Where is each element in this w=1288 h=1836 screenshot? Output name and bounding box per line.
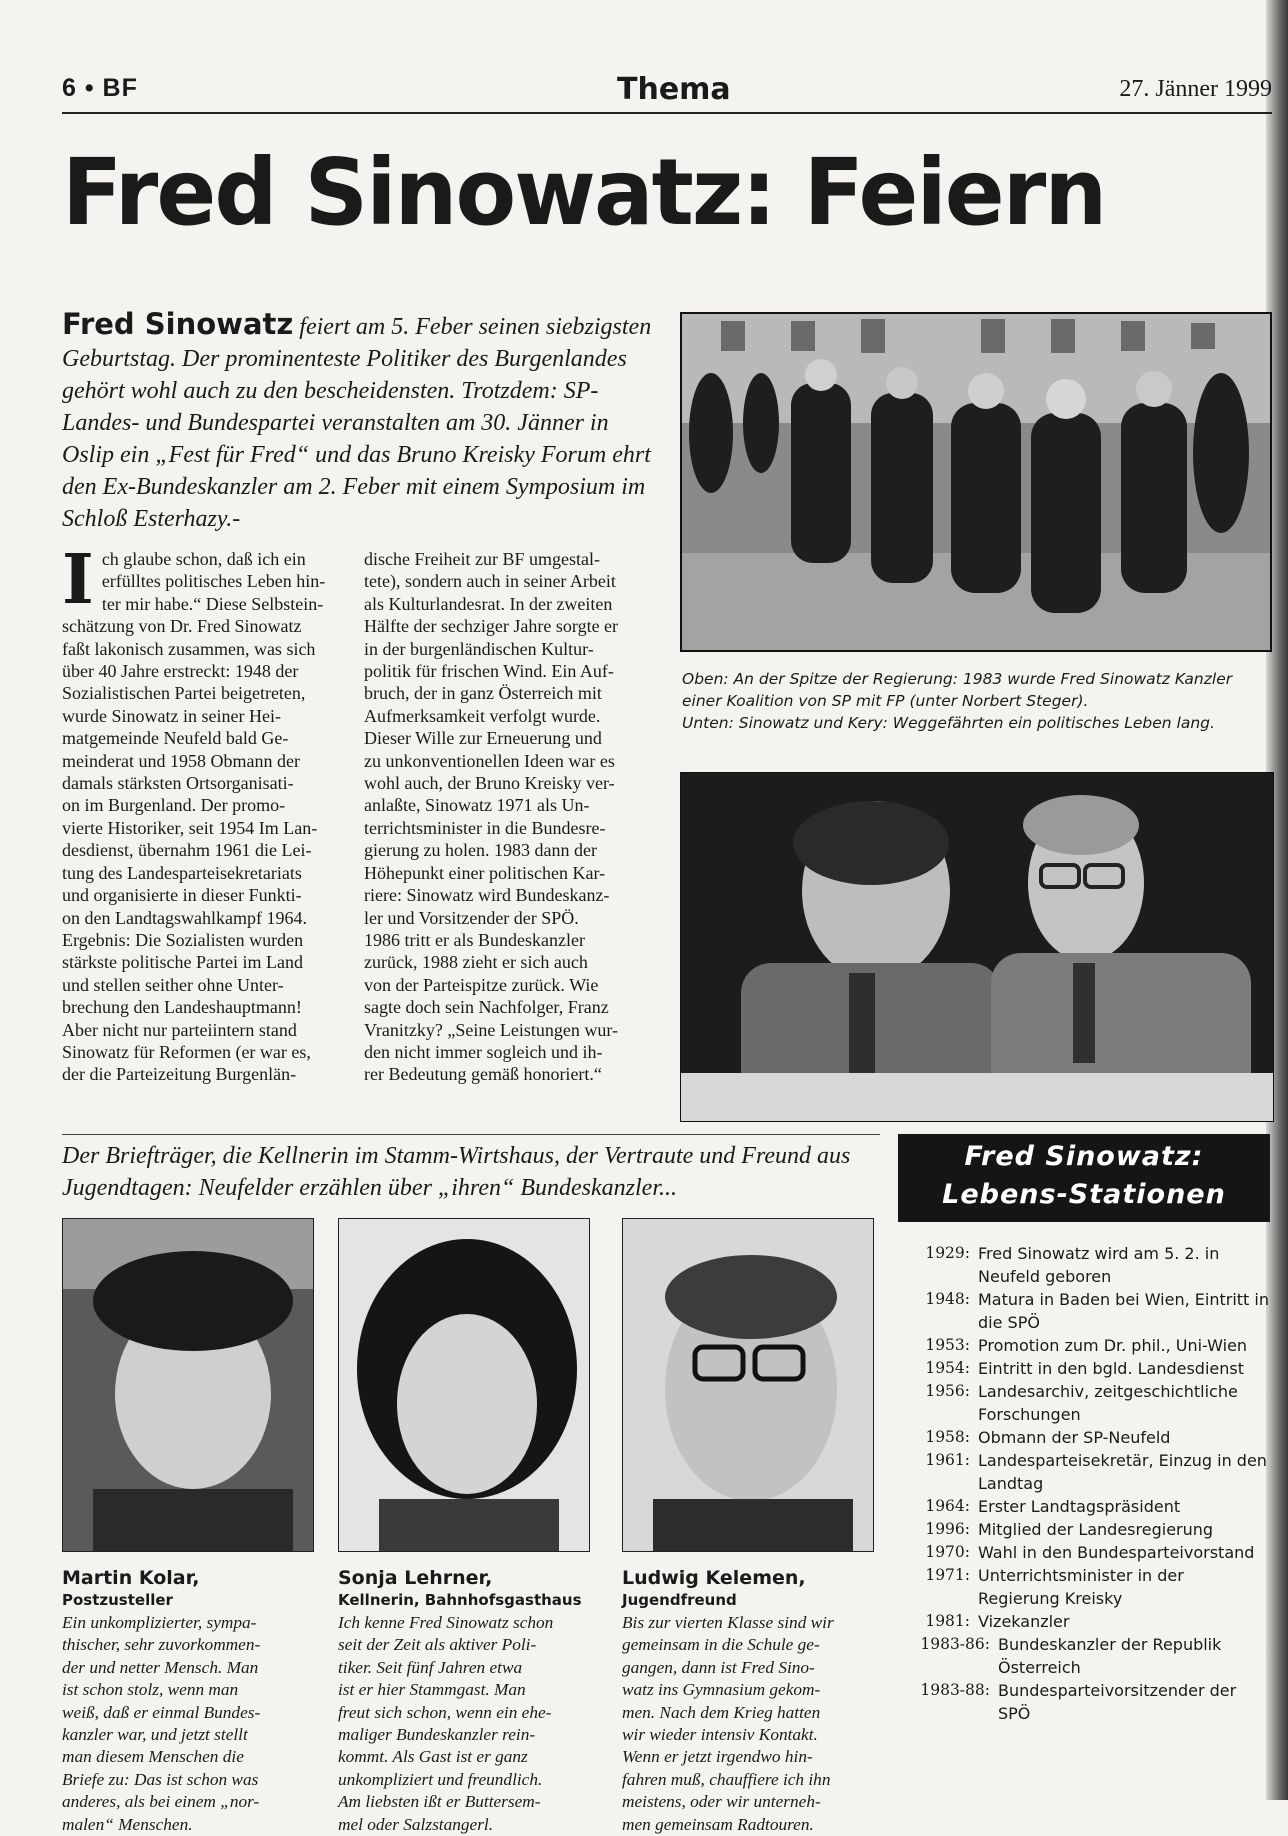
timeline-year: 1956: — [925, 1382, 970, 1400]
timeline-text: Bundeskanzler der Republik Österreich — [998, 1635, 1222, 1677]
timeline-year: 1983-86: — [920, 1635, 990, 1653]
timeline-item — [898, 1679, 1270, 1725]
person-ludwig-kelemen — [622, 1218, 884, 1836]
timeline-text: Matura in Baden bei Wien, Eintritt in die SPÖ — [978, 1290, 1269, 1332]
timeline-year: 1948: — [925, 1290, 970, 1308]
section-title: Thema — [617, 72, 731, 107]
drop-cap: I — [62, 540, 94, 620]
timeline-year: 1953: — [925, 1336, 970, 1354]
timeline-year: 1996: — [925, 1520, 970, 1538]
sidebar-title-line-1: Fred Sinowatz: — [964, 1141, 1204, 1172]
timeline-item — [898, 1541, 1270, 1564]
portrait-martin-kolar — [62, 1218, 314, 1552]
timeline-text: Fred Sinowatz wird am 5. 2. in Neufeld geboren — [978, 1244, 1220, 1286]
timeline-item — [898, 1495, 1270, 1518]
page-label: 6 • BF — [62, 74, 138, 102]
timeline-text: Vizekanzler — [978, 1612, 1070, 1631]
person-name: Martin Kolar, — [62, 1567, 200, 1589]
timeline-item — [898, 1357, 1270, 1380]
person-role: Postzusteller — [62, 1591, 173, 1609]
lead-text: feiert am 5. Feber seinen siebzigsten Geburtstag. Der prominenteste Politiker des Burgenlandes gehört wohl auch zu den bescheidensten. Trotzdem: SP-Landes- und Bundespartei veranstalten am 30. Jänner in Oslip ein „Fest für Fred“ und das Bruno Kreisky Forum ehrt den Ex-Bundeskanzler am 2. Feber mit einem Symposium im Schloß Esterhazy.- — [62, 314, 652, 532]
timeline-year: 1981: — [925, 1612, 970, 1630]
timeline-item — [898, 1518, 1270, 1541]
person-quote: Ich kenne Fred Sinowatz schon seit der Zeit als aktiver Poli- tiker. Seit fünf Jahren etwa ist er hier Stammgast. Man freut sich schon, wenn ein ehe- maliger Bundeskanzler rein- kommt. Als Gast ist er ganz unkompliziert und freundlich. Am liebsten ißt er Buttersem- mel oder Salzstangerl. — [338, 1613, 554, 1834]
timeline-year: 1954: — [925, 1359, 970, 1377]
timeline-text: Bundesparteivorsitzender der SPÖ — [998, 1681, 1237, 1723]
timeline-item — [898, 1380, 1270, 1426]
timeline-year: 1958: — [925, 1428, 970, 1446]
article-column-1-text: ch glaube schon, daß ich ein erfülltes politisches Leben hin- ter mir habe.“ Diese Selbstein- schätzung von Dr. Fred Sinowatz faßt lakonisch zusammen, was sich über 40 Jahre erstreckt: 1948 der Sozialistischen Partei beigetreten, wurde Sinowatz in seiner Hei- matgemeinde Neufeld bald Ge- meinderat und 1958 Obmann der damals stärksten Ortsorganisati- on im Burgenland. Der promo- vierte Historiker, seit 1954 Im Lan- desdienst, übernahm 1961 die Lei- tung des Landesparteisekretariats und organisierte in dieser Funkti- on den Landtagswahlkampf 1964. Ergebnis: Die Sozialisten wurden stärkste politische Partei im Land und stellen seither ohne Unter- brechung den Landeshauptmann! Aber nicht nur parteiintern stand Sinowatz für Reformen (er war es, der die Parteizeitung Burgenlän- — [62, 549, 326, 1085]
timeline-text: Promotion zum Dr. phil., Uni-Wien — [978, 1336, 1248, 1355]
portrait-sonja-lehrner — [338, 1218, 590, 1552]
portrait-ludwig-kelemen — [622, 1218, 874, 1552]
timeline-item — [898, 1334, 1270, 1357]
timeline — [898, 1242, 1270, 1725]
person-name: Ludwig Kelemen, — [622, 1567, 806, 1589]
photo-sinowatz-kery — [680, 772, 1274, 1122]
page-header — [62, 72, 1272, 114]
section-rule — [62, 1134, 880, 1135]
person-martin-kolar — [62, 1218, 324, 1836]
person-role: Jugendfreund — [622, 1591, 737, 1609]
timeline-text: Landesarchiv, zeitgeschichtliche Forschungen — [978, 1382, 1238, 1424]
photo-caption — [682, 668, 1272, 734]
person-sonja-lehrner — [338, 1218, 600, 1836]
lead-name: Fred Sinowatz — [62, 307, 294, 341]
timeline-item — [898, 1288, 1270, 1334]
lebens-stationen-sidebar — [898, 1134, 1270, 1725]
lead-paragraph — [62, 308, 662, 535]
sidebar-title — [898, 1134, 1270, 1222]
caption-top: Oben: An der Spitze der Regierung: 1983 wurde Fred Sinowatz Kanzler einer Koalition von SP mit FP (unter Norbert Steger). — [682, 670, 1233, 710]
article-column-1 — [62, 540, 338, 1086]
photo-government-procession — [680, 312, 1272, 652]
caption-bottom: Unten: Sinowatz und Kery: Weggefährten ein politisches Leben lang. — [682, 714, 1215, 732]
person-name: Sonja Lehrner, — [338, 1567, 493, 1589]
timeline-text: Wahl in den Bundesparteivorstand — [978, 1543, 1255, 1562]
timeline-year: 1961: — [925, 1451, 970, 1469]
timeline-text: Unterrichtsminister in der Regierung Kreisky — [978, 1566, 1184, 1608]
neufeld-intro: Der Briefträger, die Kellnerin im Stamm-Wirtshaus, der Vertraute und Freund aus Jugendtagen: Neufelder erzählen über „ihren“ Bundeskanzler... — [62, 1143, 851, 1201]
person-quote: Bis zur vierten Klasse sind wir gemeinsam in die Schule ge- gangen, dann ist Fred Sino- watz ins Gymnasium gekom- men. Nach dem Krieg hatten wir wieder intensiv Kontakt. Wenn er jetzt irgendwo hin- fahren muß, chauffiere ich ihn meistens, oder wir unterneh- men gemeinsam Radtouren. — [622, 1613, 834, 1834]
timeline-year: 1983-88: — [920, 1681, 990, 1699]
article-column-2 — [364, 548, 648, 1086]
headline: Fred Sinowatz: Feiern — [62, 139, 1106, 246]
sidebar-title-line-2: Lebens-Stationen — [942, 1179, 1226, 1210]
timeline-year: 1929: — [925, 1244, 970, 1262]
article-column-2-text: dische Freiheit zur BF umgestal- tete), sondern auch in seiner Arbeit als Kulturlandesrat. In der zweiten Hälfte der sechziger Jahre sorgte er in der burgenländischen Kultur- politik für frischen Wind. Ein Auf- bruch, der in ganz Österreich mit Aufmerksamkeit verfolgt wurde. Dieser Wille zur Erneuerung und zu unkonventionellen Ideen war es wohl auch, der Bruno Kreisky ver- anlaßte, Sinowatz 1971 als Un- terrichtsminister in die Bundesre- gierung zu holen. 1983 dann der Höhepunkt einer politischen Kar- riere: Sinowatz wird Bundeskanz- ler und Vorsitzender der SPÖ. 1986 tritt er als Bundeskanzler zurück, 1988 zieht er sich auch von der Parteispitze zurück. Wie sagte doch sein Nachfolger, Franz Vranitzky? „Seine Leistungen wur- den nicht immer sogleich und ih- rer Bedeutung gemäß honoriert.“ — [364, 549, 619, 1085]
timeline-item — [898, 1564, 1270, 1610]
timeline-item — [898, 1610, 1270, 1633]
timeline-text: Erster Landtagspräsident — [978, 1497, 1181, 1516]
timeline-item — [898, 1242, 1270, 1288]
timeline-text: Obmann der SP-Neufeld — [978, 1428, 1171, 1447]
timeline-item — [898, 1449, 1270, 1495]
issue-date: 27. Jänner 1999 — [1119, 76, 1272, 102]
timeline-text: Mitglied der Landesregierung — [978, 1520, 1214, 1539]
person-quote: Ein unkomplizierter, sympa- thischer, sehr zuvorkommen- der und netter Mensch. Man ist schon stolz, wenn man weiß, daß er einmal Bundes- kanzler war, und jetzt stellt man diesem Menschen die Briefe zu: Das ist schon was anderes, als bei einem „nor- malen“ Menschen. — [62, 1613, 261, 1834]
timeline-item — [898, 1633, 1270, 1679]
person-role: Kellnerin, Bahnhofsgasthaus — [338, 1591, 582, 1609]
timeline-year: 1964: — [925, 1497, 970, 1515]
timeline-text: Eintritt in den bgld. Landesdienst — [978, 1359, 1244, 1378]
timeline-year: 1971: — [925, 1566, 970, 1584]
timeline-item — [898, 1426, 1270, 1449]
timeline-text: Landesparteisekretär, Einzug in den Landtag — [978, 1451, 1267, 1493]
timeline-year: 1970: — [925, 1543, 970, 1561]
